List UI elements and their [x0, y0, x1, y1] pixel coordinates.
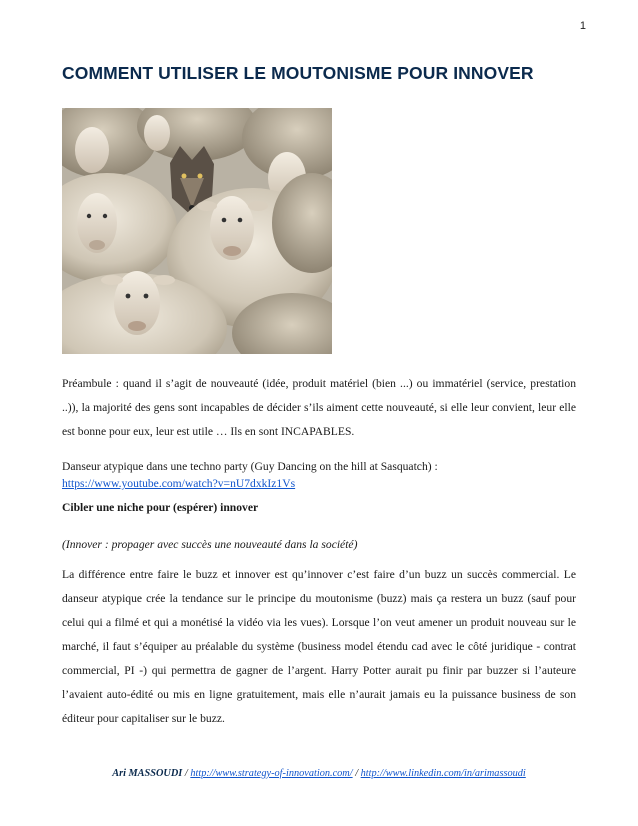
footer-separator: / — [184, 768, 188, 779]
page-number: 1 — [579, 20, 586, 32]
danseur-paragraph — [62, 458, 576, 492]
body-paragraph: La différence entre faire le buzz et innover est qu’innover c’est faire d’un buzz un succès commercial. Le danseur atypique crée la tendance sur le principe du moutonisme (buzz) mais ça restera un buzz (sauf pour celui qui a filmé et qui a monétisé la vidéo via les vues). Lorsque l’on veut amener un produit nouveau sur le marché, il faut s’équiper au préalable du système (business model étendu cad avec le côté juridique - contrat commercial, PI -) qui permettra de gagner de l’argent. Harry Potter aurait pu finir par buzzer si l’auteure l’avaient auto-édité ou mis en ligne gratuitement, mais elle n’aurait jamais eu la puissance business de son éditeur pour capitaliser sur le buzz. — [62, 568, 576, 725]
footer-separator: / — [355, 768, 359, 779]
youtube-link[interactable]: https://www.youtube.com/watch?v=nU7dxkIz1Vs — [62, 477, 296, 490]
preambule-paragraph: Préambule : quand il s’agit de nouveauté (idée, produit matériel (bien ...) ou immatériel (service, prestation ..)), la majorité des gens sont incapables de décider s’ils aiment cette nouveauté, si elle leur convient, leur elle est bonne pour eux, leur est utile … Ils en sont INCAPABLES. — [62, 377, 576, 438]
page-footer — [62, 768, 576, 779]
sheep-photo — [62, 108, 332, 354]
footer-author: Ari MASSOUDI — [112, 768, 183, 779]
sheep-flock-with-wolf-icon — [62, 108, 332, 354]
section-heading: Cibler une niche pour (espérer) innover — [62, 501, 259, 514]
danseur-text: Danseur atypique dans une techno party (Guy Dancing on the hill at Sasquatch) : — [62, 460, 438, 473]
footer-linkedin-link[interactable]: http://www.linkedin.com/in/arimassoudi — [360, 768, 526, 779]
page-title: COMMENT UTILISER LE MOUTONISME POUR INNOVER — [62, 63, 534, 83]
innover-definition: (Innover : propager avec succès une nouveauté dans la société) — [62, 538, 358, 551]
footer-website-link[interactable]: http://www.strategy-of-innovation.com/ — [190, 768, 353, 779]
